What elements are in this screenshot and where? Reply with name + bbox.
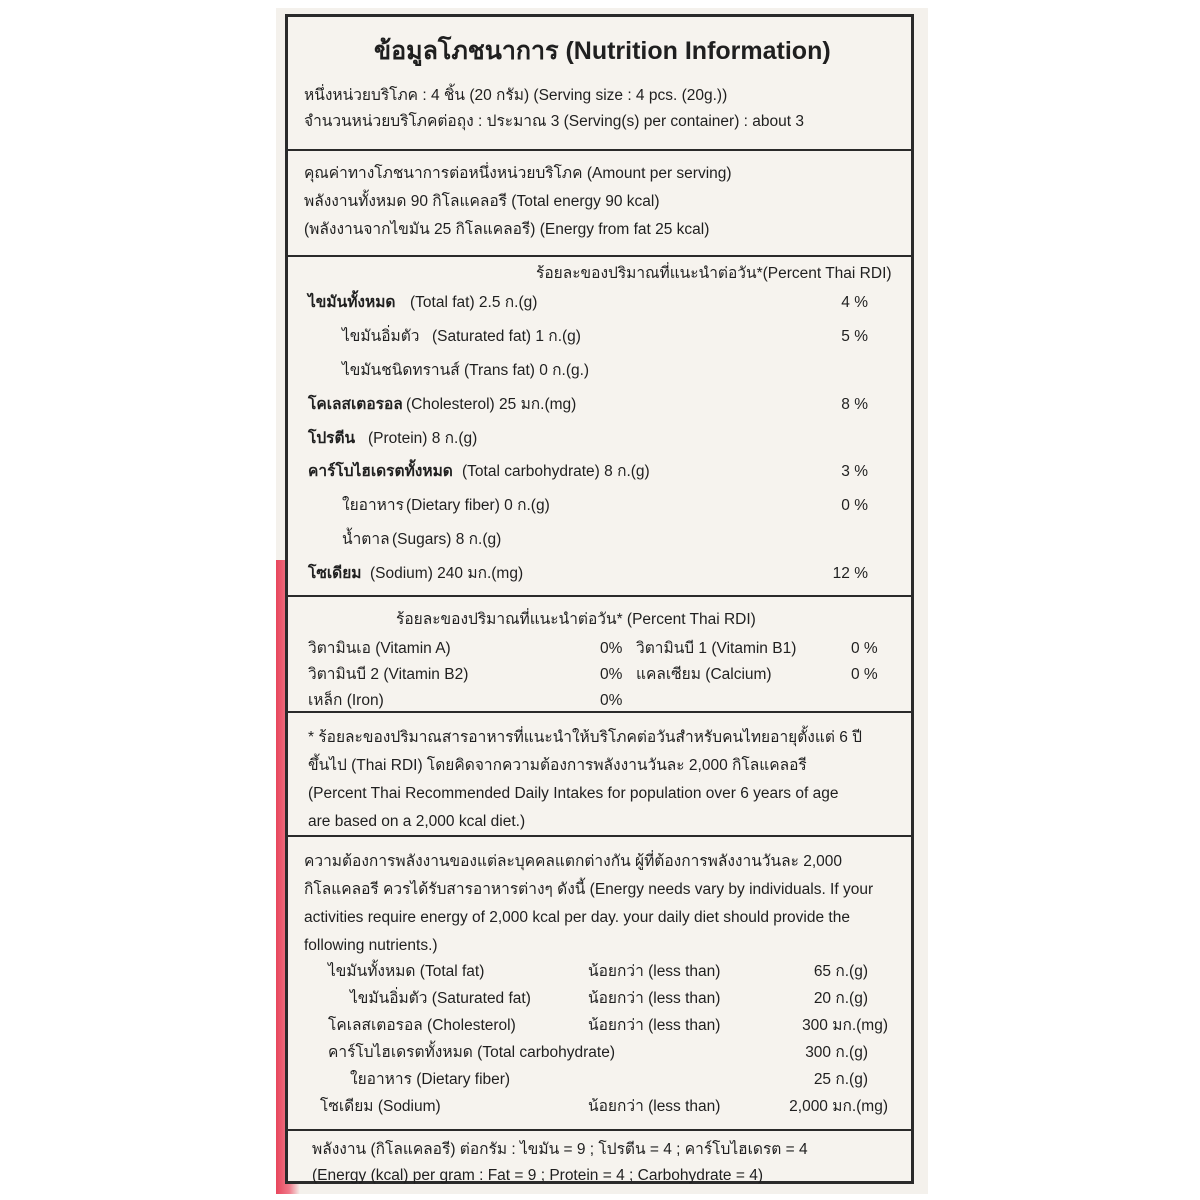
needs-cond: น้อยกว่า (less than) [588, 963, 721, 980]
energy-per-gram-en: (Energy (kcal) per gram : Fat = 9 ; Protein = 4 ; Carbohydrate = 4) [312, 1167, 763, 1184]
needs-value: 2,000 มก.(mg) [789, 1098, 888, 1115]
calcium-pct: 0 % [851, 666, 878, 683]
nutrient-pct: 4 % [841, 294, 868, 311]
needs-label: โซเดียม (Sodium) [320, 1098, 441, 1115]
footnote-line: ขึ้นไป (Thai RDI) โดยคิดจากความต้องการพลังงานวันละ 2,000 กิโลแคลอรี [308, 757, 807, 774]
footnote-line: are based on a 2,000 kcal diet.) [308, 813, 526, 830]
servings-per-container: จำนวนหน่วยบริโภคต่อถุง : ประมาณ 3 (Serving(s) per container) : about 3 [304, 113, 804, 130]
nutrient-th: โซเดียม [308, 565, 362, 582]
header-section [288, 17, 911, 151]
nutrient-en: (Sodium) 240 มก.(mg) [370, 565, 524, 582]
nutrient-pct: 5 % [841, 328, 868, 345]
needs-cond: น้อยกว่า (less than) [588, 1017, 721, 1034]
needs-label: คาร์โบไฮเดรตทั้งหมด (Total carbohydrate) [328, 1044, 616, 1061]
nutrient-pct: 12 % [832, 565, 868, 582]
vitamins-heading: ร้อยละของปริมาณที่แนะนำต่อวัน* (Percent Thai RDI) [396, 611, 756, 628]
nutrient-th: น้ำตาล [342, 531, 390, 548]
needs-cond: น้อยกว่า (less than) [588, 1098, 721, 1115]
vitamin-a-label: วิตามินเอ (Vitamin A) [308, 640, 451, 657]
serving-size: หนึ่งหน่วยบริโภค : 4 ชิ้น (20 กรัม) (Serving size : 4 pcs. (20g.)) [304, 87, 728, 104]
energy-per-gram-section [288, 1131, 911, 1184]
needs-line: ความต้องการพลังงานของแต่ละบุคคลแตกต่างกัน ผู้ที่ต้องการพลังงานวันละ 2,000 [304, 853, 843, 870]
needs-value: 300 ก.(g) [805, 1044, 868, 1061]
energy-needs-section [288, 837, 911, 1131]
vitamin-b2-label: วิตามินบี 2 (Vitamin B2) [308, 666, 469, 683]
nutrient-en: (Sugars) 8 ก.(g) [392, 531, 502, 548]
nutrient-en: (Total carbohydrate) 8 ก.(g) [462, 463, 650, 480]
needs-line: กิโลแคลอรี ควรได้รับสารอาหารต่างๆ ดังนี้ (Energy needs vary by individuals. If your [304, 881, 874, 898]
energy-per-gram-th: พลังงาน (กิโลแคลอรี) ต่อกรัม : ไขมัน = 9 ; โปรตีน = 4 ; คาร์โบไฮเดรต = 4 [312, 1141, 808, 1158]
nutrient-th: คาร์โบไฮเดรตทั้งหมด [308, 463, 453, 480]
needs-label: ใยอาหาร (Dietary fiber) [350, 1071, 511, 1088]
nutrient-pct: 8 % [841, 396, 868, 413]
needs-value: 300 มก.(mg) [802, 1017, 888, 1034]
nutrient-th: ไขมันชนิดทรานส์ [342, 362, 460, 379]
nutrient-th: ไขมันทั้งหมด [308, 294, 396, 311]
needs-cond: น้อยกว่า (less than) [588, 990, 721, 1007]
nutrients-section [288, 257, 911, 597]
needs-value: 25 ก.(g) [813, 1071, 868, 1088]
needs-line: activities require energy of 2,000 kcal per day. your daily diet should provide the [304, 909, 850, 926]
rdi-heading: ร้อยละของปริมาณที่แนะนำต่อวัน*(Percent Thai RDI) [536, 265, 892, 282]
nutrient-th: โปรตีน [308, 430, 356, 447]
needs-label: ไขมันอิ่มตัว (Saturated fat) [350, 990, 531, 1007]
nutrient-th: ใยอาหาร [342, 497, 404, 514]
nutrient-pct: 0 % [841, 497, 868, 514]
total-energy: พลังงานทั้งหมด 90 กิโลแคลอรี (Total energy 90 kcal) [304, 193, 660, 210]
iron-label: เหล็ก (Iron) [308, 692, 384, 709]
vitamin-b2-pct: 0% [600, 666, 623, 683]
nutrient-en: (Dietary fiber) 0 ก.(g) [406, 497, 550, 514]
nutrient-th: โคเลสเตอรอล [308, 396, 403, 413]
vitamin-b1-pct: 0 % [851, 640, 878, 657]
nutrient-th: ไขมันอิ่มตัว [342, 328, 420, 345]
vitamin-b1-label: วิตามินบี 1 (Vitamin B1) [636, 640, 797, 657]
vitamin-a-pct: 0% [600, 640, 623, 657]
vitamins-section [288, 597, 911, 713]
nutrient-en: (Trans fat) 0 ก.(g.) [464, 362, 590, 379]
needs-value: 20 ก.(g) [813, 990, 868, 1007]
energy-from-fat: (พลังงานจากไขมัน 25 กิโลแคลอรี) (Energy from fat 25 kcal) [304, 221, 710, 238]
nutrient-en: (Cholesterol) 25 มก.(mg) [406, 396, 577, 413]
nutrient-en: (Protein) 8 ก.(g) [368, 430, 478, 447]
nutrient-en: (Saturated fat) 1 ก.(g) [432, 328, 581, 345]
nutrient-en: (Total fat) 2.5 ก.(g) [410, 294, 538, 311]
amount-per-serving: คุณค่าทางโภชนาการต่อหนึ่งหน่วยบริโภค (Amount per serving) [304, 165, 732, 182]
needs-line: following nutrients.) [304, 937, 438, 954]
energy-section [288, 151, 911, 257]
needs-label: โคเลสเตอรอล (Cholesterol) [328, 1017, 516, 1034]
calcium-label: แคลเซียม (Calcium) [636, 666, 772, 683]
needs-value: 65 ก.(g) [813, 963, 868, 980]
footnote-line: (Percent Thai Recommended Daily Intakes for population over 6 years of age [308, 785, 839, 802]
label-title: ข้อมูลโภชนาการ (Nutrition Information) [374, 37, 831, 65]
iron-pct: 0% [600, 692, 623, 709]
nutrient-pct: 3 % [841, 463, 868, 480]
footnote-section [288, 713, 911, 837]
needs-label: ไขมันทั้งหมด (Total fat) [328, 963, 485, 980]
footnote-line: * ร้อยละของปริมาณสารอาหารที่แนะนำให้บริโภคต่อวันสำหรับคนไทยอายุตั้งแต่ 6 ปี [308, 729, 862, 746]
nutrition-label [285, 14, 914, 1184]
